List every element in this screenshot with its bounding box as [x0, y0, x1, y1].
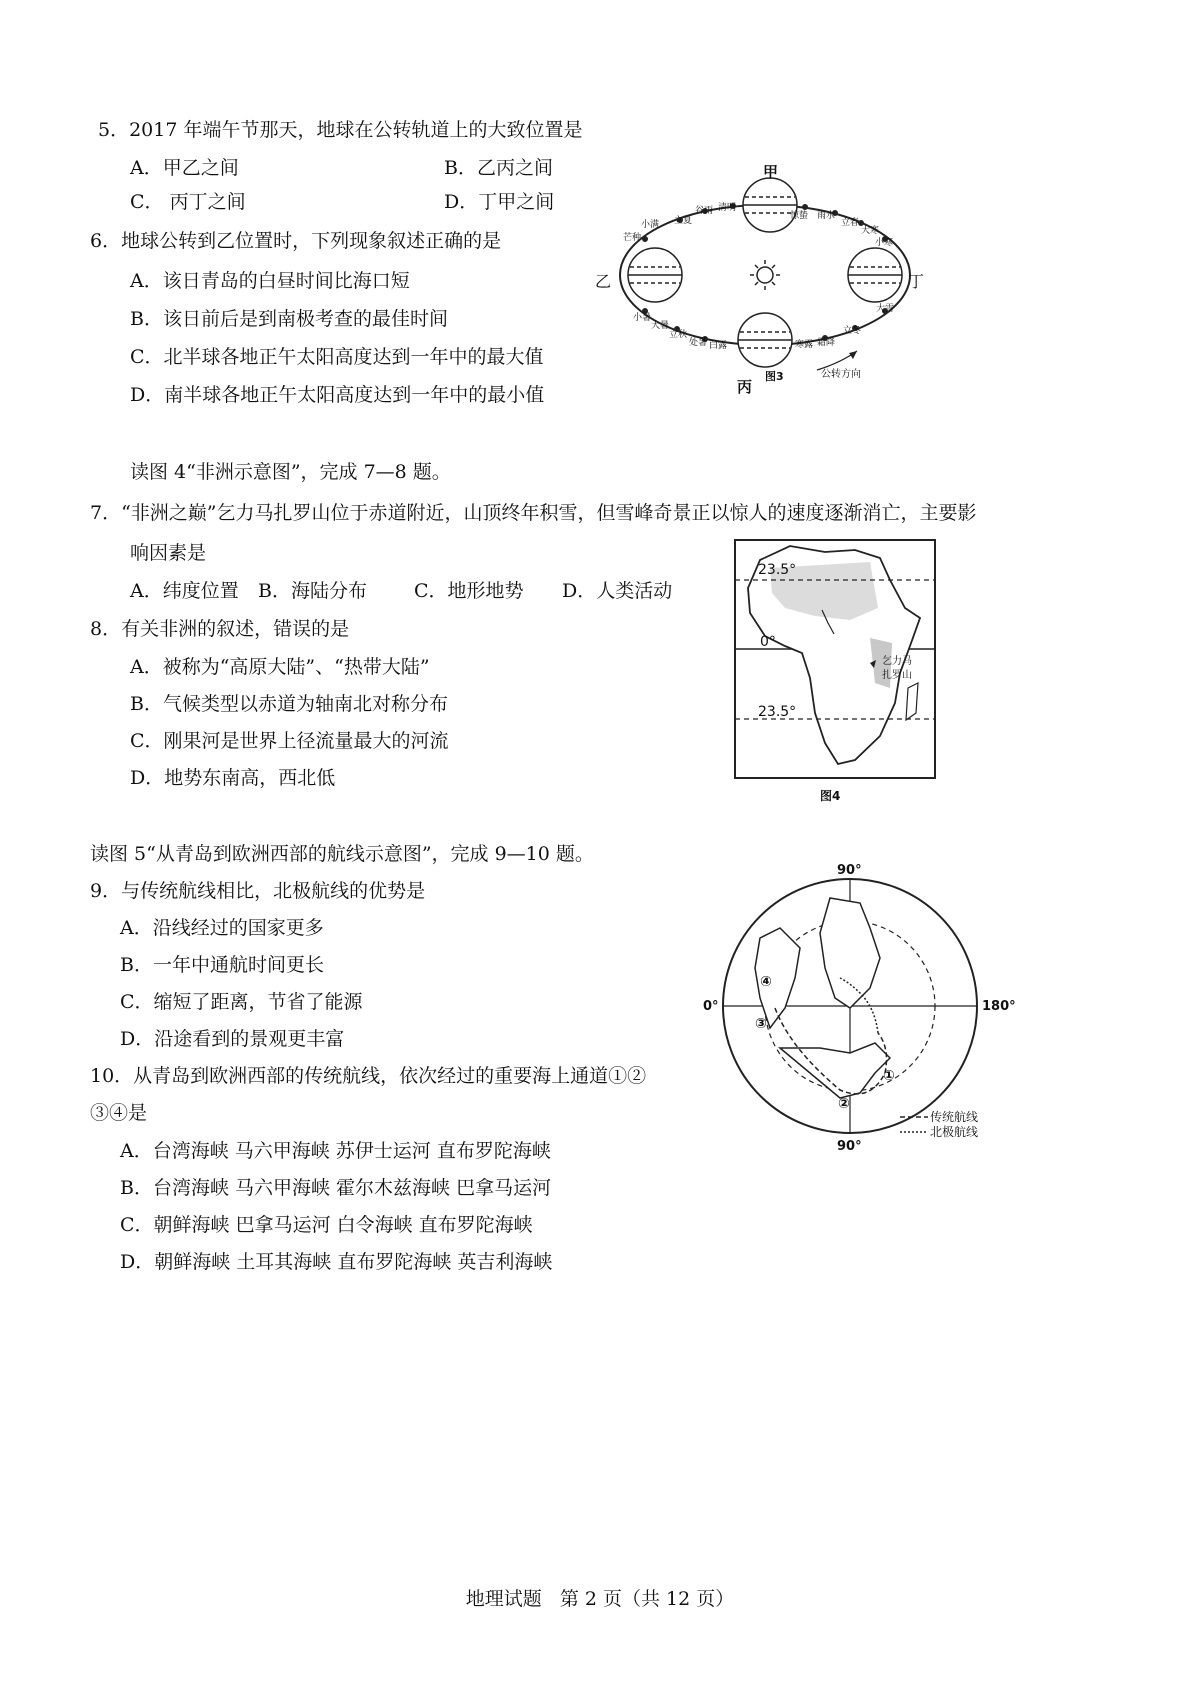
figure-3-orbit-diagram: [585, 165, 935, 395]
term-dashu: 大暑: [651, 321, 670, 331]
term-qingming: 清明: [718, 203, 737, 213]
label-right-180: 180°: [982, 999, 1016, 1014]
lat-north-label: 23.5°: [758, 562, 797, 578]
lat-south-label: 23.5°: [758, 704, 797, 720]
instruction-figure-5: 读图 5“从青岛到欧洲西部的航线示意图”，完成 9—10 题。: [90, 843, 594, 865]
term-lidong: 立冬: [843, 326, 862, 336]
term-xiaoshu: 小暑: [633, 313, 652, 323]
question-7-stem-line1: 7．“非洲之巅”乞力马扎罗山位于赤道附近，山顶终年积雪，但雪峰奇景正以惊人的速度逐渐消亡，主要影: [90, 502, 977, 524]
question-5-option-d: D．丁甲之间: [444, 191, 555, 213]
question-9-option-d: D．沿途看到的景观更丰富: [120, 1028, 345, 1050]
page-footer: [0, 1584, 1200, 1611]
question-10-option-b: B．台湾海峡 马六甲海峡 霍尔木兹海峡 巴拿马运河: [120, 1177, 552, 1199]
question-7-option-b: B．海陆分布: [258, 580, 367, 602]
question-7-option-c: C．地形地势: [414, 580, 524, 602]
question-10-stem-line1: 10．从青岛到欧洲西部的传统航线，依次经过的重要海上通道①②: [90, 1065, 647, 1087]
question-6-option-d: D．南半球各地正午太阳高度达到一年中的最小值: [130, 384, 545, 406]
question-5-stem: 5．2017 年端午节那天，地球在公转轨道上的大致位置是: [98, 119, 583, 141]
term-liqiu: 立秋: [669, 330, 688, 340]
marker-4: ④: [760, 974, 772, 990]
lat-zero-label: 0°: [760, 634, 776, 650]
term-daxue: 大雪: [876, 304, 895, 314]
kilimanjaro-label-1: 乞力马: [882, 656, 912, 667]
question-10-option-a: A．台湾海峡 马六甲海峡 苏伊士运河 直布罗陀海峡: [120, 1140, 551, 1162]
question-5-option-b: B．乙丙之间: [444, 157, 553, 179]
question-6-option-c: C．北半球各地正午太阳高度达到一年中的最大值: [130, 346, 544, 368]
kilimanjaro-label-2: 扎罗山: [882, 670, 912, 681]
question-10-stem-line2: ③④是: [90, 1102, 148, 1124]
term-xiaoman: 小满: [641, 220, 660, 230]
question-5-option-c: C． 丙丁之间: [130, 191, 246, 213]
question-6-option-a: A．该日青岛的白昼时间比海口短: [130, 270, 410, 292]
footer-page-number: 第 2 页（共 12 页）: [559, 1588, 735, 1610]
legend-traditional-route: 传统航线: [930, 1110, 979, 1124]
question-9-option-c: C．缩短了距离，节省了能源: [120, 991, 363, 1013]
question-5-option-a: A．甲乙之间: [130, 157, 239, 179]
question-6-option-b: B．该日前后是到南极考查的最佳时间: [130, 308, 448, 330]
earth-position-bing: [738, 313, 792, 367]
marker-2: ②: [838, 1096, 850, 1112]
question-8-option-d: D．地势东南高，西北低: [130, 767, 336, 789]
question-7-stem-line2: 响因素是: [130, 542, 207, 564]
term-xiaohan: 小寒: [875, 238, 894, 248]
label-ding: 丁: [908, 272, 925, 291]
term-lichun: 立春: [841, 218, 860, 228]
term-guyu: 谷雨: [695, 206, 714, 216]
footer-subject: 地理试题: [465, 1588, 542, 1610]
marker-3: ③: [755, 1016, 767, 1032]
earth-position-jia: [743, 178, 797, 232]
label-jia: 甲: [763, 165, 779, 181]
direction-label: 公转方向: [821, 369, 861, 380]
label-left-0: 0°: [703, 999, 719, 1014]
question-7-option-a: A．纬度位置: [130, 580, 239, 602]
term-bailu: 白露: [709, 341, 728, 351]
question-8-option-c: C．刚果河是世界上径流量最大的河流: [130, 730, 449, 752]
question-10-option-d: D．朝鲜海峡 土耳其海峡 直布罗陀海峡 英吉利海峡: [120, 1251, 553, 1273]
term-shuangjiang: 霜降: [817, 338, 836, 348]
legend-arctic-route: 北极航线: [930, 1125, 979, 1139]
figure-3-caption: 图3: [765, 370, 784, 383]
term-yushui: 雨水: [817, 211, 836, 221]
question-8-option-b: B．气候类型以赤道为轴南北对称分布: [130, 693, 448, 715]
term-chushu: 处暑: [689, 338, 708, 348]
earth-position-yi: [628, 248, 682, 302]
term-jingzhe: 惊蛰: [790, 211, 809, 221]
figure-5-polar-route-map: [700, 858, 1035, 1160]
figure-4-caption: 图4: [820, 789, 841, 803]
earth-position-ding: [848, 248, 902, 302]
question-9-stem: 9．与传统航线相比，北极航线的优势是: [90, 880, 426, 902]
question-9-option-b: B．一年中通航时间更长: [120, 954, 324, 976]
question-8-stem: 8．有关非洲的叙述，错误的是: [90, 618, 350, 640]
figure-4-africa-map: [730, 538, 940, 808]
marker-1: ①: [883, 1068, 895, 1084]
label-bing: 丙: [737, 378, 753, 395]
question-8-option-a: A．被称为“高原大陆”、“热带大陆”: [130, 656, 430, 678]
sun-icon: [750, 260, 780, 290]
term-hanlu: 寒露: [795, 340, 814, 350]
instruction-figure-4: 读图 4“非洲示意图”，完成 7—8 题。: [130, 461, 451, 483]
term-lixia: 立夏: [674, 216, 693, 226]
label-bottom-90: 90°: [837, 1139, 862, 1154]
question-6-stem: 6．地球公转到乙位置时，下列现象叙述正确的是: [90, 230, 502, 252]
question-10-option-c: C．朝鲜海峡 巴拿马运河 白令海峡 直布罗陀海峡: [120, 1214, 533, 1236]
label-top-90: 90°: [837, 863, 862, 878]
question-7-option-d: D．人类活动: [562, 580, 673, 602]
term-dahan: 大寒: [861, 226, 880, 236]
label-yi: 乙: [595, 272, 612, 291]
term-mangzhong: 芒种: [623, 233, 642, 243]
question-9-option-a: A．沿线经过的国家更多: [120, 917, 324, 939]
